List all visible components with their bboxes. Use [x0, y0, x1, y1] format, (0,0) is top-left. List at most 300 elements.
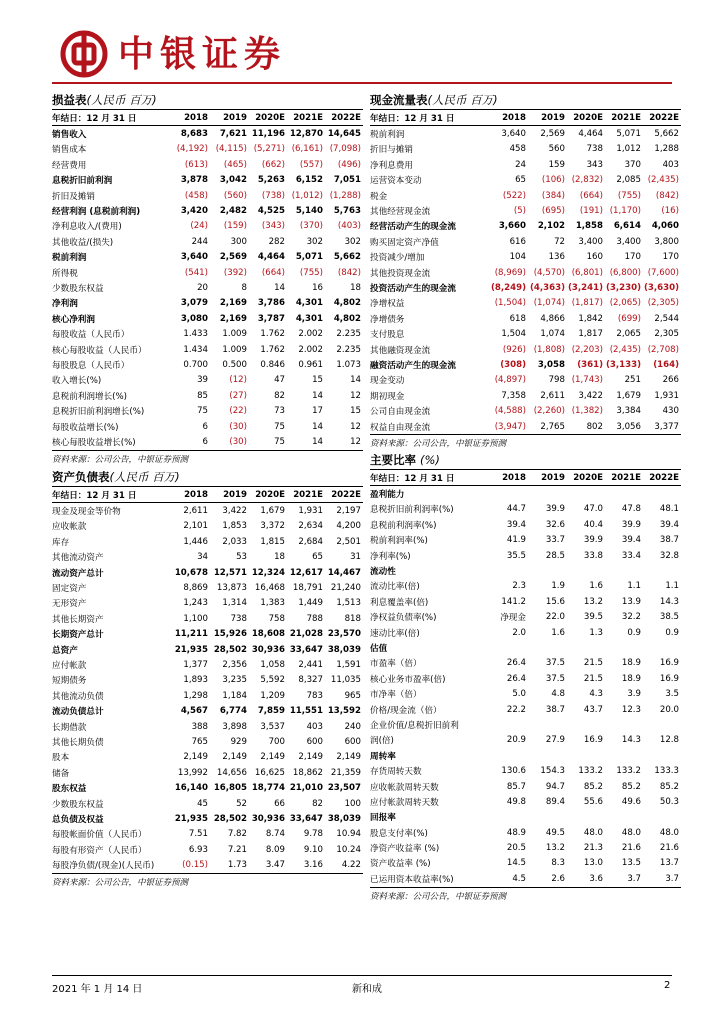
cell-value: 净现金	[500, 613, 526, 624]
row-label: 公司自由现金流	[370, 407, 431, 418]
cell-value: (2,260)	[533, 406, 565, 417]
row-label: 估值	[370, 643, 388, 654]
cell-value: (1,288)	[329, 190, 361, 201]
cell-value: (12)	[229, 375, 247, 386]
table-row	[370, 640, 681, 655]
cell-value: (842)	[655, 190, 679, 201]
table-row	[52, 388, 363, 403]
row-label: 库存	[52, 537, 70, 548]
cell-value: 10,678	[174, 567, 208, 578]
cell-value: 8,683	[180, 129, 208, 140]
column-header: 2019	[210, 487, 249, 503]
cell-value	[567, 563, 605, 578]
cell-value: 1.009	[222, 344, 247, 355]
cell-value: 48.0	[621, 827, 641, 838]
cell-value: 82	[274, 390, 285, 401]
cell-value	[643, 810, 681, 825]
cell-value: 39.4	[659, 519, 679, 530]
cell-value: 10.94	[336, 829, 361, 840]
cell-value: 6,774	[219, 706, 247, 717]
row-label: 流动负债总计	[52, 707, 104, 718]
cell-value: 21.6	[659, 843, 679, 854]
cell-value	[488, 810, 528, 825]
cell-value: 2,085	[616, 175, 641, 186]
cell-value: 700	[268, 736, 285, 747]
column-header: 2020E	[249, 487, 287, 503]
cell-value: 14,467	[327, 567, 361, 578]
cell-value: (522)	[502, 190, 526, 201]
year-end-label: 年结日：12 月 31 日	[370, 470, 488, 486]
cell-value: 2,149	[260, 752, 285, 763]
cell-value: 75	[274, 421, 285, 432]
table-row	[370, 563, 681, 578]
row-label: 股东权益	[52, 784, 87, 795]
brand-name: 中银证券	[118, 33, 287, 75]
cell-value: 38.7	[659, 535, 679, 546]
column-header: 2022E	[325, 487, 363, 503]
cell-value: 11,035	[330, 675, 361, 686]
cell-value: (2,203)	[571, 344, 603, 355]
column-header: 2022E	[643, 110, 681, 126]
row-label: 速动比率(倍)	[370, 628, 420, 639]
row-label: 其他长期资产	[52, 614, 104, 625]
table-row	[370, 748, 681, 763]
cell-value: 18	[274, 552, 285, 563]
cell-value: 4,301	[295, 313, 323, 324]
row-label: 收入增长(%)	[52, 376, 102, 387]
cell-value: (699)	[617, 313, 641, 324]
cell-value: 133.3	[654, 766, 679, 777]
cell-value: (613)	[184, 159, 208, 170]
cell-value: 15	[350, 406, 361, 417]
cell-value: 75	[249, 434, 287, 450]
cell-value: 104	[509, 252, 526, 263]
cell-value: 21.5	[583, 658, 603, 669]
cell-value: 85.2	[583, 781, 603, 792]
table-row	[370, 188, 681, 203]
cell-value: 1,209	[260, 690, 285, 701]
table-row	[52, 842, 363, 857]
cell-value: 50.3	[659, 796, 679, 807]
cell-value: 3.9	[627, 689, 641, 700]
cell-value: 48.0	[583, 827, 603, 838]
cell-value: (738)	[261, 190, 285, 201]
row-label: 核心每股收益增长(%)	[52, 434, 170, 450]
row-label: 少数股东权益	[52, 283, 104, 294]
cell-value: 21,935	[174, 813, 208, 824]
cell-value: 0.846	[260, 359, 285, 370]
table-row	[370, 326, 681, 341]
row-label: 其他长期负债	[52, 737, 104, 748]
cell-value: (384)	[541, 190, 565, 201]
cell-value: 6,152	[295, 175, 323, 186]
cell-value: 3,400	[616, 236, 641, 247]
cell-value: 2,101	[183, 521, 208, 532]
row-label: 投资活动产生的现金流	[370, 283, 456, 294]
cell-value: 65	[515, 175, 526, 186]
column-header: 2020E	[567, 110, 605, 126]
cell-value: 266	[662, 375, 679, 386]
cell-value: 0.700	[183, 359, 208, 370]
cell-value	[567, 810, 605, 825]
cell-value: (4,570)	[533, 267, 565, 278]
table-row	[370, 779, 681, 794]
column-header: 2020E	[249, 110, 287, 126]
cell-value: 1.009	[222, 329, 247, 340]
cell-value: 2,611	[540, 390, 565, 401]
cell-value: (4,897)	[494, 375, 526, 386]
cell-value: 3,422	[222, 506, 247, 517]
balance-sheet-panel	[52, 469, 363, 890]
table-row	[52, 342, 363, 357]
cell-value: 1,377	[183, 659, 208, 670]
row-label: 经营利润 (息税前利润)	[52, 207, 141, 218]
row-label: 每股收益增长(%)	[52, 422, 119, 433]
table-row	[370, 825, 681, 840]
column-header: 2019	[528, 470, 567, 486]
cell-value: (3,133)	[605, 359, 641, 370]
cell-value: 4,464	[578, 129, 603, 140]
cell-value: 28,502	[213, 813, 247, 824]
row-label: 股本	[52, 753, 70, 764]
cell-value: 27.9	[545, 735, 565, 746]
cell-value: 30,936	[251, 644, 285, 655]
table-row	[370, 403, 681, 418]
cell-value: 23,507	[327, 783, 361, 794]
footer-date: 2021 年 1 月 14 日	[52, 984, 143, 995]
cell-value: 618	[509, 313, 526, 324]
cell-value: (3,230)	[605, 282, 641, 293]
cell-value: 1,314	[222, 598, 247, 609]
income-statement-source: 资料来源：公司公告，中银证券预测	[52, 454, 189, 465]
cash-flow-source: 资料来源：公司公告，中银证券预测	[370, 439, 507, 450]
table-header-row	[52, 110, 363, 126]
cell-value: 5,071	[616, 129, 641, 140]
cell-value: 22.0	[545, 612, 565, 623]
cell-value: 12.3	[621, 704, 641, 715]
balance-sheet-source: 资料来源：公司公告，中银证券预测	[52, 877, 189, 888]
cell-value: 4,060	[651, 221, 679, 232]
cell-value: 1,449	[298, 598, 323, 609]
cell-value: 12,870	[289, 129, 323, 140]
table-row	[52, 857, 363, 873]
key-ratios-title: 主要比率 (%)	[370, 452, 681, 470]
table-row	[370, 502, 681, 517]
cell-value: (5)	[513, 206, 526, 217]
row-label: 短期债务	[52, 676, 87, 687]
table-row	[52, 703, 363, 718]
column-header: 2019	[210, 110, 249, 126]
cell-value: 1,298	[183, 690, 208, 701]
row-label: 息税折旧前利润	[52, 176, 113, 187]
cell-value: 2,569	[540, 129, 565, 140]
table-row	[370, 656, 681, 671]
row-label: 长期资产总计	[52, 630, 104, 641]
cell-value: 2,611	[183, 506, 208, 517]
cell-value: (3,630)	[643, 282, 679, 293]
row-label: 周转率	[370, 751, 396, 762]
row-label: 资产收益率 (%)	[370, 859, 431, 870]
table-header-row	[52, 487, 363, 503]
cell-value: 33.4	[621, 550, 641, 561]
cell-value: 738	[230, 613, 247, 624]
cell-value: 12,324	[251, 567, 285, 578]
cell-value: 41.9	[506, 535, 526, 546]
table-row	[52, 142, 363, 157]
report-header	[52, 22, 672, 84]
cell-value: 430	[662, 406, 679, 417]
row-label: 核心业务市盈率(倍)	[370, 674, 446, 685]
cell-value: 6,614	[613, 221, 641, 232]
row-label: 其他经营现金流	[370, 207, 431, 218]
table-row	[370, 594, 681, 609]
row-label: 净利率(%)	[370, 551, 411, 562]
cell-value: 818	[344, 613, 361, 624]
cell-value: 39.5	[583, 612, 603, 623]
cell-value: 3,235	[222, 675, 247, 686]
cell-value: 159	[548, 159, 565, 170]
row-label: 每股净负债/(现金)(人民币)	[52, 857, 170, 873]
cell-value: 5,140	[295, 206, 323, 217]
cell-value: 3,878	[180, 175, 208, 186]
cell-value: 49.8	[506, 796, 526, 807]
cell-value: (560)	[223, 190, 247, 201]
cell-value: 370	[624, 159, 641, 170]
cell-value	[528, 640, 567, 655]
row-label: 总资产	[52, 645, 78, 656]
cell-value: 1.9	[551, 581, 565, 592]
cell-value: 6	[202, 421, 208, 432]
table-row	[52, 611, 363, 626]
cell-value: (6,801)	[571, 267, 603, 278]
cell-value: (30)	[229, 421, 247, 432]
cell-value: (6,161)	[291, 144, 323, 155]
cell-value: 20.5	[506, 843, 526, 854]
row-label: 购买固定资产净值	[370, 237, 439, 248]
cell-value: (0.15)	[170, 857, 210, 873]
cell-value: (8,249)	[490, 282, 526, 293]
cell-value: 48.1	[659, 504, 679, 515]
row-label: 期初现金	[370, 391, 405, 402]
row-label: 存货周转天数	[370, 767, 422, 778]
row-label: 核心净利润	[52, 314, 95, 325]
cell-value: 8	[241, 282, 247, 293]
cell-value: 2,501	[336, 536, 361, 547]
table-row	[370, 533, 681, 548]
table-row	[370, 856, 681, 871]
cell-value: 1,679	[616, 390, 641, 401]
cell-value	[605, 486, 643, 502]
cell-value: (755)	[617, 190, 641, 201]
column-header: 2018	[488, 110, 528, 126]
cell-value: (4,115)	[215, 144, 247, 155]
table-row	[370, 234, 681, 249]
cell-value: 8.3	[551, 858, 565, 869]
cell-value: 39	[197, 375, 208, 386]
cell-value	[528, 486, 567, 502]
table-row	[52, 173, 363, 188]
cell-value: 16,625	[254, 767, 285, 778]
cell-value: (1,382)	[571, 406, 603, 417]
cell-value: 7.21	[227, 844, 247, 855]
cell-value: 16,140	[174, 783, 208, 794]
table-header-row	[370, 110, 681, 126]
year-end-label: 年结日：12 月 31 日	[370, 110, 488, 126]
cell-value: 2,305	[654, 329, 679, 340]
cell-value: 7,859	[257, 706, 285, 717]
row-label: 息税前利润率(%)	[370, 520, 437, 531]
cell-value: 32.8	[659, 550, 679, 561]
table-row	[52, 688, 363, 703]
cell-value: 5,662	[654, 129, 679, 140]
table-row	[370, 311, 681, 326]
cell-value	[605, 640, 643, 655]
row-label: 净利息费用	[370, 160, 413, 171]
cell-value: 16.9	[659, 658, 679, 669]
key-ratios-panel	[370, 452, 681, 904]
cell-value	[643, 486, 681, 502]
cell-value: 1,815	[260, 536, 285, 547]
cell-value: 8,869	[183, 583, 208, 594]
cell-value: 14,656	[216, 767, 247, 778]
cell-value: (755)	[299, 267, 323, 278]
row-label: 现金及现金等价物	[52, 507, 121, 518]
cell-value: 2,169	[219, 313, 247, 324]
table-row	[370, 671, 681, 686]
cell-value: (1,504)	[494, 298, 526, 309]
footer-divider	[52, 975, 672, 976]
cell-value: 12.8	[659, 735, 679, 746]
row-label: 其他收益/(损失)	[52, 237, 114, 248]
cell-value: 18,862	[292, 767, 323, 778]
cell-value: 403	[306, 721, 323, 732]
cell-value: (664)	[579, 190, 603, 201]
table-row	[52, 642, 363, 657]
cell-value: 2,482	[219, 206, 247, 217]
row-label: 税金	[370, 191, 388, 202]
row-label: 利息覆盖率(倍)	[370, 597, 429, 608]
cell-value: 9.78	[303, 829, 323, 840]
row-label: 固定资产	[52, 584, 87, 595]
cell-value: 10.24	[336, 844, 361, 855]
cell-value: 4,802	[333, 298, 361, 309]
cell-value	[643, 640, 681, 655]
table-row	[370, 810, 681, 825]
cell-value: (664)	[261, 267, 285, 278]
cell-value: 560	[548, 144, 565, 155]
row-label: 税前利润	[52, 253, 87, 264]
column-header: 2020E	[567, 470, 605, 486]
cell-value: (30)	[210, 434, 249, 450]
cell-value: 783	[306, 690, 323, 701]
cell-value: 13,873	[216, 583, 247, 594]
table-row	[370, 142, 681, 157]
cell-value: (16)	[661, 206, 679, 217]
cell-value: 52	[236, 798, 247, 809]
cell-value: 33,647	[289, 644, 323, 655]
cell-value: 7,621	[219, 129, 247, 140]
cell-value: 47.8	[621, 504, 641, 515]
cell-value: 0.500	[222, 359, 247, 370]
table-row	[52, 126, 363, 142]
cell-value: 65	[312, 552, 323, 563]
cell-value: 28,502	[213, 644, 247, 655]
cell-value: 7.51	[188, 829, 208, 840]
cell-value	[567, 717, 605, 732]
cell-value: 14	[312, 390, 323, 401]
cell-value	[605, 810, 643, 825]
table-row	[370, 157, 681, 172]
cell-value	[567, 748, 605, 763]
cell-value: 39.4	[506, 519, 526, 530]
table-row	[52, 580, 363, 595]
cell-value: 1,504	[501, 329, 526, 340]
cell-value: 2,149	[336, 752, 361, 763]
row-label: 企业价值/息税折旧前利	[370, 720, 459, 731]
table-row	[52, 811, 363, 826]
cell-value: 94.7	[545, 781, 565, 792]
table-row	[52, 534, 363, 549]
cell-value: 3,377	[643, 419, 681, 435]
cell-value: 0.961	[298, 359, 323, 370]
cell-value: 5,662	[333, 252, 361, 263]
cell-value: 2.002	[298, 329, 323, 340]
cell-value: 4.5	[488, 871, 528, 887]
cell-value: 20.0	[659, 704, 679, 715]
cell-value	[528, 810, 567, 825]
cell-value: 302	[306, 236, 323, 247]
row-label: 流动性	[370, 567, 396, 578]
cell-value: 3,640	[180, 252, 208, 263]
cell-value: (361)	[577, 359, 603, 370]
cell-value: 7.82	[227, 829, 247, 840]
cell-value: 18.9	[621, 673, 641, 684]
cell-value: 32.6	[545, 519, 565, 530]
cell-value: 13,992	[177, 767, 208, 778]
row-label: 已运用资本收益率(%)	[370, 871, 488, 887]
table-row	[370, 219, 681, 234]
cell-value: 240	[344, 721, 361, 732]
cell-value	[643, 748, 681, 763]
row-label: 核心每股收益（人民币）	[52, 345, 147, 356]
cell-value: 14.3	[659, 596, 679, 607]
cell-value: 1.434	[183, 344, 208, 355]
cell-value: 13.2	[583, 596, 603, 607]
cell-value: (1,743)	[571, 375, 603, 386]
cell-value: 2,197	[336, 506, 361, 517]
table-row	[370, 763, 681, 778]
cell-value: 16.9	[583, 735, 603, 746]
cell-value: (5,271)	[253, 144, 285, 155]
income-statement-title: 损益表(人民币 百万)	[52, 92, 363, 110]
cell-value: (465)	[223, 159, 247, 170]
table-row	[370, 610, 681, 625]
cell-value: (24)	[190, 221, 208, 232]
cell-value: 37.5	[545, 673, 565, 684]
table-row	[370, 126, 681, 142]
cell-value: 23,570	[327, 629, 361, 640]
cell-value: (496)	[337, 159, 361, 170]
year-end-label: 年结日：12 月 31 日	[52, 487, 170, 503]
table-row	[52, 296, 363, 311]
cell-value: 1,513	[336, 598, 361, 609]
cell-value	[567, 486, 605, 502]
cell-value: 28.5	[545, 550, 565, 561]
income-statement-panel	[52, 92, 363, 467]
key-ratios-table	[370, 470, 681, 888]
table-row	[370, 579, 681, 594]
cell-value: 3,058	[537, 359, 565, 370]
